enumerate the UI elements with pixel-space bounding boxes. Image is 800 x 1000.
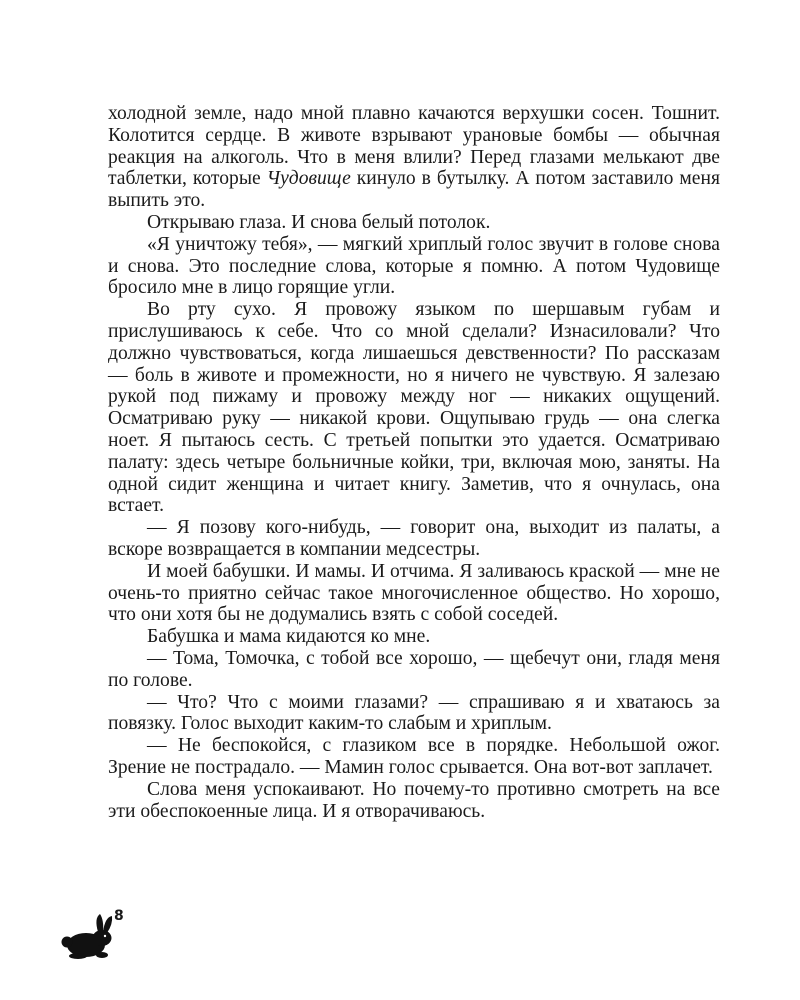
text-run: И моей бабушки. И мамы. И отчима. Я заливаюсь краской — мне не очень-то приятно сейчас такое многочисленное общество. Но хорошо, что они хотя бы не додумались взять с собой соседей. <box>108 560 720 626</box>
text-run: — Тома, Томочка, с тобой все хорошо, — щебечут они, гладя меня по голове. <box>108 647 720 691</box>
paragraph <box>108 517 720 561</box>
paragraph <box>108 692 720 736</box>
text-run: — Не беспокойся, с глазиком все в порядке. Небольшой ожог. Зрение не пострадало. — Мамин голос срывается. Она вот-вот заплачет. <box>108 735 720 778</box>
paragraph <box>108 779 720 823</box>
text-run: Открываю глаза. И снова белый потолок. <box>147 211 491 233</box>
paragraph <box>108 234 720 299</box>
text-run: — Что? Что с моими глазами? — спрашиваю я и хватаюсь за повязку. Голос выходит каким-то слабым и хриплым. <box>108 691 720 735</box>
page-footer <box>58 908 148 958</box>
paragraph <box>108 103 720 212</box>
paragraph <box>108 561 720 626</box>
text-run: Слова меня успокаивают. Но почему-то противно смотреть на все эти обеспокоенные лица. И я отворачиваюсь. <box>108 778 720 822</box>
paragraph <box>108 626 720 648</box>
text-run: кинуло в бутылку. А потом заставило меня выпить это. <box>108 168 720 212</box>
text-run: — Я позову кого-нибудь, — говорит она, выходит из палаты, а вскоре возвращается в компании медсестры. <box>108 517 720 560</box>
body-text <box>108 103 720 822</box>
text-run: Во рту сухо. Я провожу языком по шершавым губам и прислушиваюсь к себе. Что со мной сделали? Изнасиловали? Что должно чувствоваться, когда лишаешься девственности? По рассказам — боль в животе и промежности, но я ничего не чувствую. Я залезаю рукой под пижаму и провожу между ног — никаких ощущений. Осматриваю руку — никакой крови. Ощупываю грудь — она слегка ноет. Я пытаюсь сесть. С третьей попытки это удается. Осматриваю палату: здесь четыре больничные койки, три, включая мою, заняты. На одной сидит женщина и читает книгу. Заметив, что я очнулась, она встает. <box>108 299 720 517</box>
page-number: 8 <box>114 908 124 924</box>
text-run: холодной земле, надо мной плавно качаются верхушки сосен. Тошнит. Колотится сердце. В животе взрывают урановые бомбы — обычная реакция на алкоголь. Что в меня влили? Перед глазами мелькают две таблетки, которые <box>108 103 720 190</box>
paragraph <box>108 212 720 234</box>
rabbit-icon <box>58 912 118 960</box>
text-run: Бабушка и мама кидаются ко мне. <box>147 626 431 648</box>
text-run: «Я уничтожу тебя», — мягкий хриплый голос звучит в голове снова и снова. Это последние слова, которые я помню. А потом Чудовище бросило мне в лицо горящие угли. <box>108 233 720 299</box>
paragraph <box>108 299 720 517</box>
emphasis-text: Чудовище <box>266 168 351 190</box>
paragraph <box>108 648 720 692</box>
paragraph <box>108 735 720 779</box>
